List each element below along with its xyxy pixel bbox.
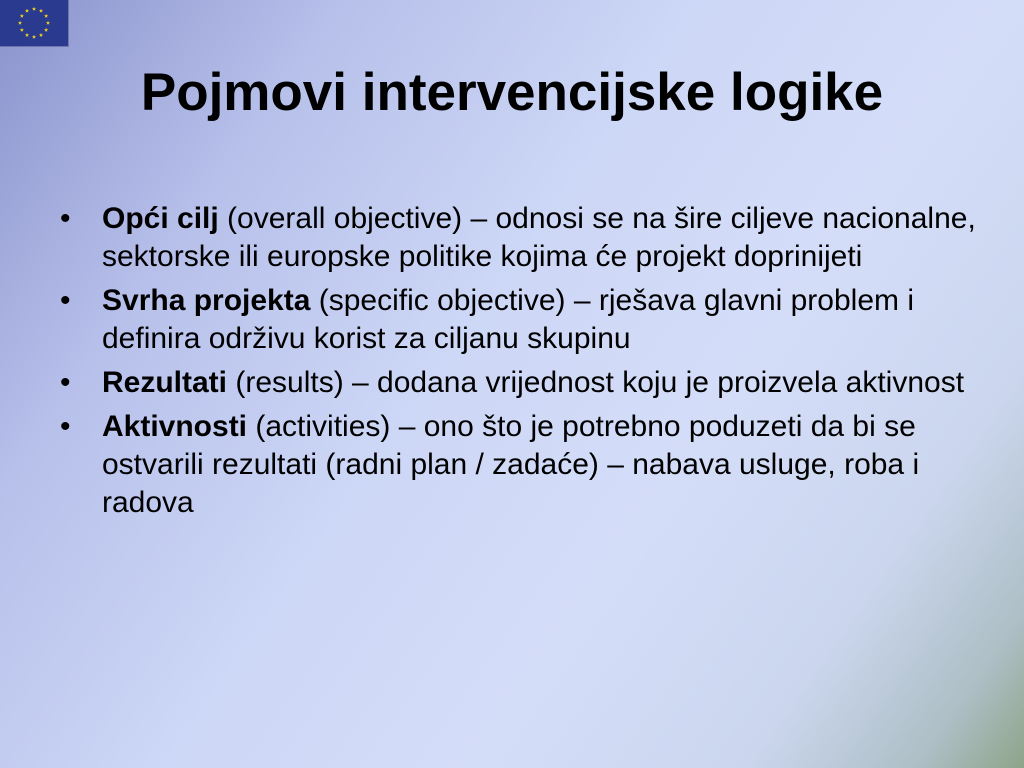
bullet-text: (overall objective) – odnosi se na šire ciljeve nacionalne, sektorske ili europske politike kojima će projekt doprinijeti (102, 202, 976, 273)
bullet-term: Rezultati (102, 366, 228, 399)
bullet-icon: • (60, 366, 71, 399)
bullet-icon: • (60, 202, 71, 235)
bullet-text: (activities) – ono što je potrebno poduzeti da bi se ostvarili rezultati (radni plan / zadaće) – nabava usluge, roba i radova (102, 410, 920, 519)
bullet-term: Opći cilj (102, 202, 219, 235)
slide-title: Pojmovi intervencijske logike (140, 63, 884, 122)
bullet-item-project-purpose (58, 282, 978, 358)
bullet-text: (results) – dodana vrijednost koju je proizvela aktivnost (227, 366, 965, 399)
bullet-item-activities (58, 408, 978, 522)
bullet-term: Svrha projekta (102, 284, 311, 317)
bullet-text: (specific objective) – rješava glavni problem i definira održivu korist za ciljanu skupinu (102, 284, 915, 355)
bullet-list (58, 200, 978, 528)
eu-flag-icon (0, 0, 68, 46)
bullet-icon: • (60, 410, 71, 443)
bullet-item-general-objective (58, 200, 978, 276)
bullet-icon: • (60, 284, 71, 317)
bullet-term: Aktivnosti (102, 410, 248, 443)
bullet-item-results (58, 364, 978, 402)
